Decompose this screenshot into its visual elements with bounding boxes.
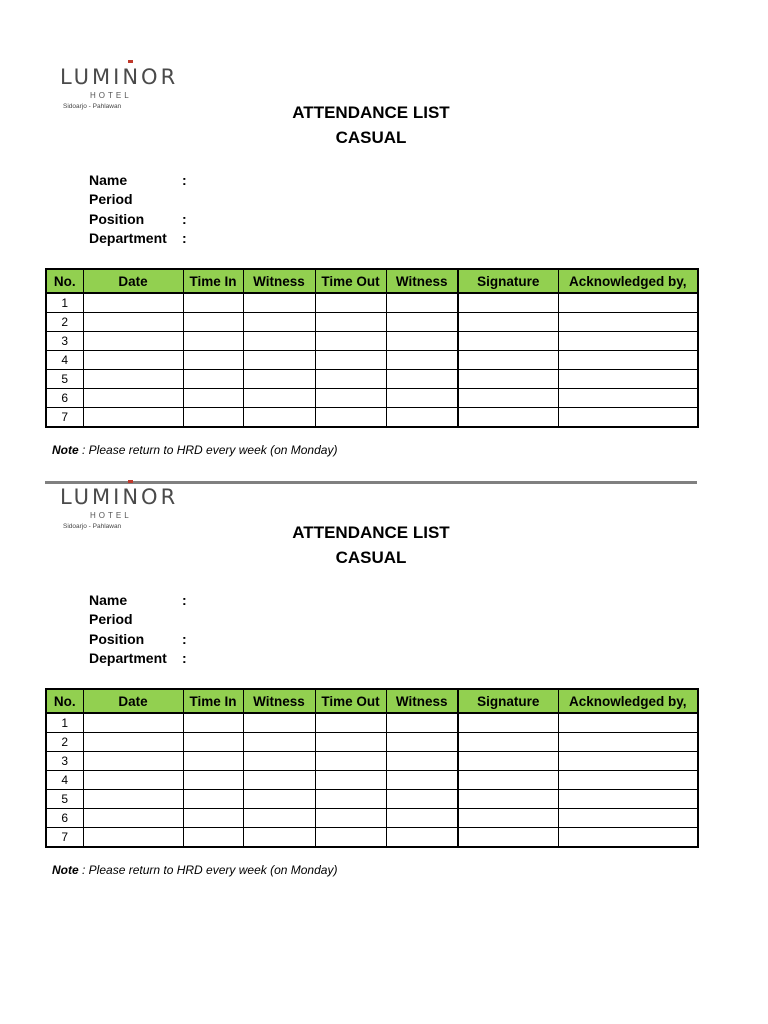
row-number: 2	[46, 733, 83, 752]
table-row	[46, 370, 698, 389]
field-colon: :	[182, 592, 187, 608]
time-out-cell[interactable]	[315, 771, 386, 790]
signature-cell[interactable]	[458, 828, 558, 848]
witness-cell[interactable]	[243, 313, 315, 332]
date-cell[interactable]	[83, 313, 183, 332]
signature-cell[interactable]	[458, 790, 558, 809]
col-header-time-in: Time In	[183, 689, 243, 713]
acknowledged-cell[interactable]	[558, 771, 698, 790]
date-cell[interactable]	[83, 370, 183, 389]
date-cell[interactable]	[83, 771, 183, 790]
attendance-table	[45, 268, 699, 428]
hotel-logo	[58, 56, 184, 112]
time-in-cell[interactable]	[183, 752, 243, 771]
signature-cell[interactable]	[458, 293, 558, 313]
acknowledged-cell[interactable]	[558, 828, 698, 848]
time-in-cell[interactable]	[183, 809, 243, 828]
col-header-no: No.	[46, 689, 83, 713]
logo-subtitle: HOTEL	[90, 511, 132, 520]
logo-subtitle: HOTEL	[90, 91, 132, 100]
witness-cell[interactable]	[386, 733, 458, 752]
signature-cell[interactable]	[458, 370, 558, 389]
col-header-no: No.	[46, 269, 83, 293]
witness-cell[interactable]	[386, 332, 458, 351]
time-out-cell[interactable]	[315, 293, 386, 313]
witness-cell[interactable]	[386, 828, 458, 848]
row-number: 4	[46, 771, 83, 790]
witness-cell[interactable]	[386, 408, 458, 428]
witness-cell[interactable]	[243, 771, 315, 790]
witness-cell[interactable]	[243, 370, 315, 389]
time-out-cell[interactable]	[315, 713, 386, 733]
witness-cell[interactable]	[386, 771, 458, 790]
time-in-cell[interactable]	[183, 771, 243, 790]
signature-cell[interactable]	[458, 389, 558, 408]
witness-cell[interactable]	[386, 809, 458, 828]
col-header-acknowledged: Acknowledged by,	[558, 269, 698, 293]
table-row	[46, 733, 698, 752]
time-out-cell[interactable]	[315, 313, 386, 332]
row-number: 3	[46, 752, 83, 771]
acknowledged-cell[interactable]	[558, 313, 698, 332]
field-label: Name	[89, 172, 128, 188]
date-cell[interactable]	[83, 828, 183, 848]
note-label: Note	[52, 863, 79, 877]
date-cell[interactable]	[83, 408, 183, 428]
table-row	[46, 389, 698, 408]
col-header-date: Date	[83, 689, 183, 713]
witness-cell[interactable]	[243, 809, 315, 828]
time-out-cell[interactable]	[315, 389, 386, 408]
witness-cell[interactable]	[243, 828, 315, 848]
time-out-cell[interactable]	[315, 332, 386, 351]
field-label: Period	[89, 191, 133, 208]
table-header-row	[46, 269, 698, 293]
logo-wordmark: LUMINOR	[60, 485, 179, 509]
acknowledged-cell[interactable]	[558, 752, 698, 771]
col-header-date: Date	[83, 269, 183, 293]
acknowledged-cell[interactable]	[558, 332, 698, 351]
date-cell[interactable]	[83, 351, 183, 370]
signature-cell[interactable]	[458, 771, 558, 790]
table-row	[46, 332, 698, 351]
logo-location: Sidoarjo - Pahlawan	[63, 523, 122, 530]
signature-cell[interactable]	[458, 733, 558, 752]
table-row	[46, 790, 698, 809]
time-in-cell[interactable]	[183, 370, 243, 389]
col-header-time-in: Time In	[183, 269, 243, 293]
time-out-cell[interactable]	[315, 752, 386, 771]
acknowledged-cell[interactable]	[558, 370, 698, 389]
col-header-signature: Signature	[458, 269, 558, 293]
acknowledged-cell[interactable]	[558, 733, 698, 752]
witness-cell[interactable]	[386, 752, 458, 771]
acknowledged-cell[interactable]	[558, 389, 698, 408]
time-in-cell[interactable]	[183, 828, 243, 848]
col-header-time-out: Time Out	[315, 689, 386, 713]
table-row	[46, 293, 698, 313]
col-header-witness: Witness	[386, 269, 458, 293]
col-header-signature: Signature	[458, 689, 558, 713]
table-row	[46, 713, 698, 733]
time-in-cell[interactable]	[183, 332, 243, 351]
date-cell[interactable]	[83, 790, 183, 809]
hotel-logo	[58, 476, 184, 532]
logo-accent-mark	[128, 480, 133, 483]
signature-cell[interactable]	[458, 752, 558, 771]
form-subtitle: CASUAL	[335, 548, 407, 567]
field-colon: :	[182, 210, 187, 227]
date-cell[interactable]	[83, 713, 183, 733]
signature-cell[interactable]	[458, 408, 558, 428]
col-header-witness: Witness	[243, 269, 315, 293]
time-in-cell[interactable]	[183, 408, 243, 428]
witness-cell[interactable]	[386, 313, 458, 332]
witness-cell[interactable]	[386, 713, 458, 733]
field-label: Department	[89, 649, 167, 666]
row-number: 4	[46, 351, 83, 370]
field-colon: :	[182, 172, 187, 188]
acknowledged-cell[interactable]	[558, 809, 698, 828]
signature-cell[interactable]	[458, 332, 558, 351]
time-out-cell[interactable]	[315, 408, 386, 428]
field-label: Position	[89, 630, 145, 647]
note-text: : Please return to HRD every week (on Monday)	[78, 863, 338, 877]
date-cell[interactable]	[83, 809, 183, 828]
table-header-row	[46, 689, 698, 713]
table-row	[46, 809, 698, 828]
date-cell[interactable]	[83, 752, 183, 771]
return-note	[52, 863, 337, 877]
row-number: 7	[46, 828, 83, 848]
time-in-cell[interactable]	[183, 790, 243, 809]
date-cell[interactable]	[83, 293, 183, 313]
time-out-cell[interactable]	[315, 351, 386, 370]
time-out-cell[interactable]	[315, 733, 386, 752]
row-number: 5	[46, 370, 83, 389]
field-colon: :	[182, 229, 187, 246]
time-in-cell[interactable]	[183, 313, 243, 332]
witness-cell[interactable]	[386, 389, 458, 408]
witness-cell[interactable]	[386, 370, 458, 389]
row-number: 1	[46, 713, 83, 733]
logo-accent-mark	[128, 60, 133, 63]
time-in-cell[interactable]	[183, 351, 243, 370]
acknowledged-cell[interactable]	[558, 408, 698, 428]
field-colon: :	[182, 649, 187, 666]
witness-cell[interactable]	[386, 351, 458, 370]
row-number: 7	[46, 408, 83, 428]
date-cell[interactable]	[83, 733, 183, 752]
date-cell[interactable]	[83, 389, 183, 408]
witness-cell[interactable]	[243, 713, 315, 733]
time-out-cell[interactable]	[315, 790, 386, 809]
signature-cell[interactable]	[458, 809, 558, 828]
table-row	[46, 828, 698, 848]
field-label: Department	[89, 229, 167, 246]
col-header-time-out: Time Out	[315, 269, 386, 293]
witness-cell[interactable]	[243, 351, 315, 370]
note-text: : Please return to HRD every week (on Monday)	[78, 443, 338, 457]
form-title: ATTENDANCE LIST	[292, 523, 450, 542]
signature-cell[interactable]	[458, 713, 558, 733]
time-in-cell[interactable]	[183, 389, 243, 408]
row-number: 1	[46, 293, 83, 313]
witness-cell[interactable]	[243, 389, 315, 408]
witness-cell[interactable]	[243, 733, 315, 752]
col-header-witness: Witness	[243, 689, 315, 713]
witness-cell[interactable]	[243, 790, 315, 809]
attendance-table	[45, 688, 699, 848]
time-out-cell[interactable]	[315, 828, 386, 848]
witness-cell[interactable]	[243, 752, 315, 771]
logo-wordmark: LUMINOR	[60, 65, 179, 89]
field-label: Name	[89, 592, 128, 608]
time-out-cell[interactable]	[315, 370, 386, 389]
col-header-acknowledged: Acknowledged by,	[558, 689, 698, 713]
time-in-cell[interactable]	[183, 293, 243, 313]
witness-cell[interactable]	[243, 293, 315, 313]
acknowledged-cell[interactable]	[558, 790, 698, 809]
acknowledged-cell[interactable]	[558, 713, 698, 733]
table-row	[46, 351, 698, 370]
row-number: 6	[46, 809, 83, 828]
witness-cell[interactable]	[386, 293, 458, 313]
field-label: Period	[89, 611, 133, 628]
row-number: 6	[46, 389, 83, 408]
note-label: Note	[52, 443, 79, 457]
field-colon: :	[182, 630, 187, 647]
table-row	[46, 408, 698, 428]
form-title: ATTENDANCE LIST	[292, 103, 450, 122]
witness-cell[interactable]	[243, 408, 315, 428]
signature-cell[interactable]	[458, 351, 558, 370]
acknowledged-cell[interactable]	[558, 293, 698, 313]
witness-cell[interactable]	[386, 790, 458, 809]
time-in-cell[interactable]	[183, 733, 243, 752]
field-label: Position	[89, 210, 145, 227]
row-number: 2	[46, 313, 83, 332]
table-row	[46, 771, 698, 790]
acknowledged-cell[interactable]	[558, 351, 698, 370]
col-header-witness: Witness	[386, 689, 458, 713]
time-out-cell[interactable]	[315, 809, 386, 828]
row-number: 5	[46, 790, 83, 809]
row-number: 3	[46, 332, 83, 351]
logo-location: Sidoarjo - Pahlawan	[63, 103, 122, 110]
table-row	[46, 752, 698, 771]
table-row	[46, 313, 698, 332]
return-note	[52, 443, 337, 457]
witness-cell[interactable]	[243, 332, 315, 351]
signature-cell[interactable]	[458, 313, 558, 332]
time-in-cell[interactable]	[183, 713, 243, 733]
form-subtitle: CASUAL	[335, 128, 407, 147]
date-cell[interactable]	[83, 332, 183, 351]
